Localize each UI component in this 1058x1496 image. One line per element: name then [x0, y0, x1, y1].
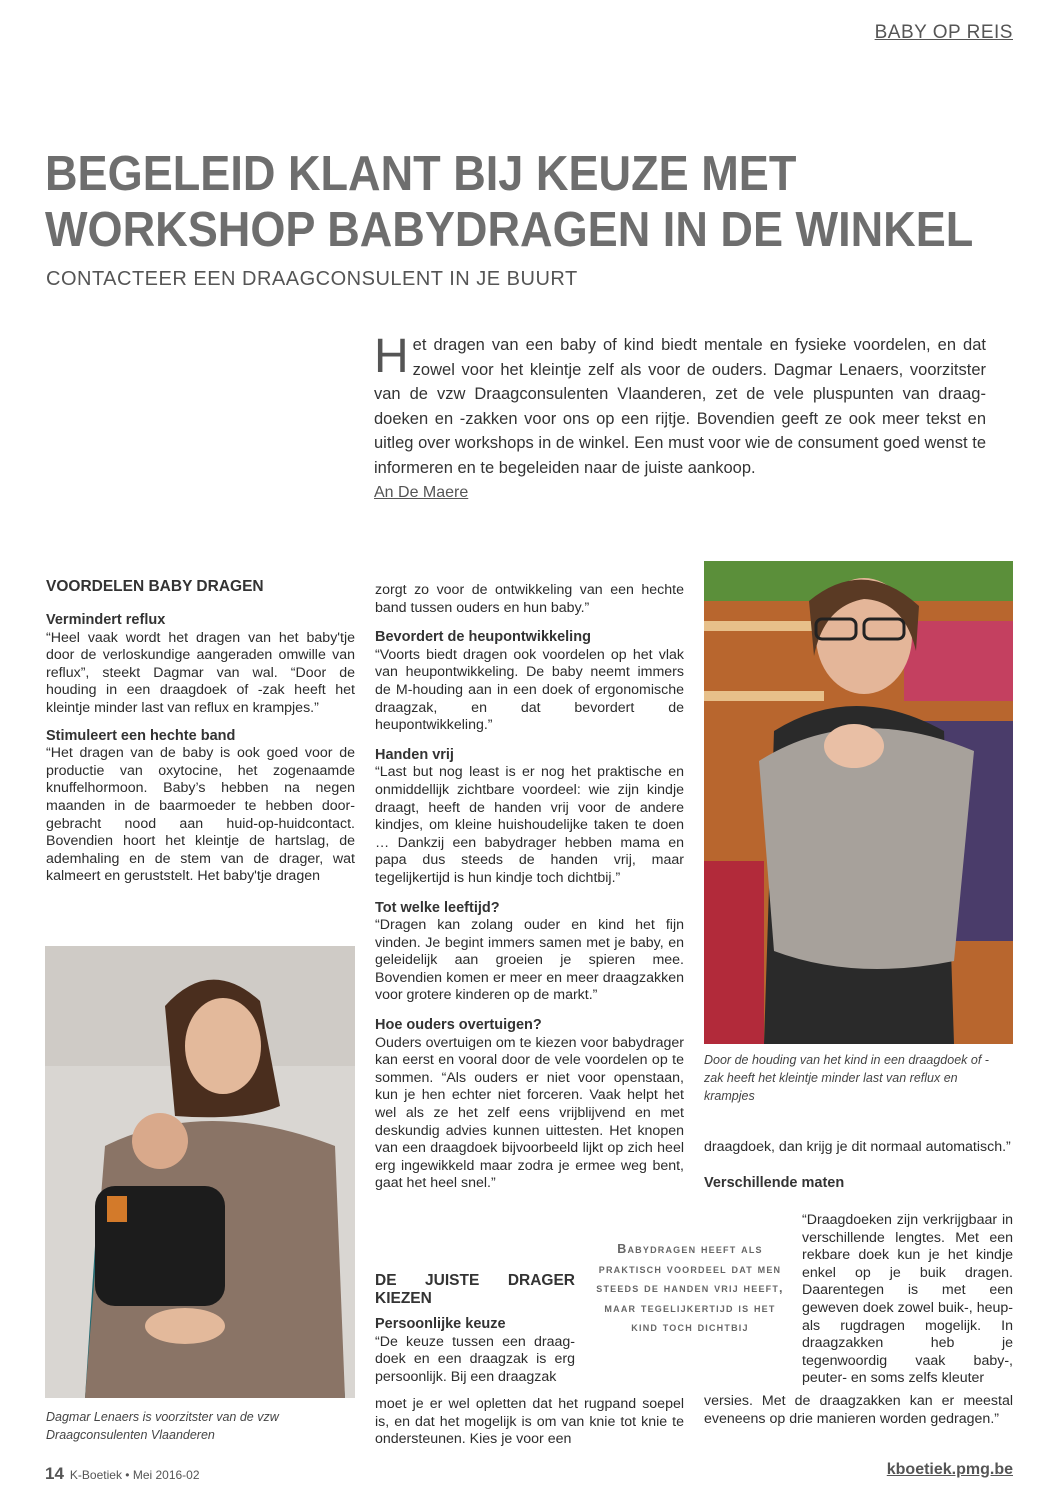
headline [45, 146, 974, 258]
body-text: “Last but nog least is er nog het praktische en onmiddellijk zichtbare voordeel: wie zijn kindje draagt, heeft de handen vrij voor de andere kindjes, om kleine huishoudelijke taken te doen … Dankzij een babydrager hebben mama en papa dus steeds de handen vrij, maar tegelijkertijd is hun kindje toch dichtbij.” [375, 764, 684, 886]
subsection-title: Bevordert de heupontwikkeling [375, 629, 591, 646]
subsection-title: Persoonlijke keuze [375, 1316, 506, 1332]
body-text: “Heel vaak wordt het dragen van het baby'tje door de verloskundige aangeraden omwille van reflux”, steekt Dagmar van wal. “Door de houding in een draagdoek of -zak heeft het kleintje minder last van reflux en krampjes.” [46, 629, 355, 716]
section-tag[interactable]: BABY OP REIS [874, 22, 1013, 43]
footer-left [45, 1464, 200, 1484]
column-3 [704, 1139, 1013, 1192]
subsection-title: Tot welke leeftijd? [375, 899, 500, 916]
column-3-wrapped [802, 1212, 1013, 1388]
subsection-title: Handen vrij [375, 746, 454, 763]
author-link[interactable]: An De Maere [374, 484, 469, 501]
headline-line-2: WORKSHOP BABYDRAGEN IN DE WINKEL [45, 203, 974, 257]
body-text: “Draagdoeken zijn verkrijgbaar in verschillende lengtes. Met een rekbare doek kun je het kindje enkel op je buik dragen. Daarentegen is met een geweven doek zowel buik-, heup- als rugdragen mogelijk. In draagzakken heb je tegenwoordig vaak baby-, peuter- en soms zelfs kleuter [802, 1212, 1013, 1387]
body-text: draagdoek, dan krijg je dit normaal automatisch.” [704, 1139, 1011, 1155]
caption-left-photo: Dagmar Lenaers is voorzitster van de vzw Draagconsulenten Vlaanderen [46, 1410, 279, 1442]
body-text: versies. Met de draagzakken kan er meestal eveneens op drie manieren worden gedragen.” [704, 1393, 1013, 1427]
intro-paragraph [374, 330, 986, 480]
body-text: zorgt zo voor de ontwikkeling van een hechte band tussen ouders en hun baby.” [375, 582, 684, 616]
body-text: “Het dragen van de baby is ook goed voor de productie van oxytocine, het zogenaamde knuffelhormoon. Baby’s hebben na negen maanden in de baarmoeder te hebben doorgebracht nood aan huid-op-huidcontact. Bovendien hoort het kleintje de hartslag, de ademhaling en de stem van de drager, wat kalmeert en geruststelt. Het baby'tje dragen [46, 745, 355, 885]
section-heading: VOORDELEN BABY DRAGEN [46, 578, 264, 595]
body-text: “De keuze tussen een draagdoek en een draagzak is erg persoonlijk. Bij een draagzak [375, 1333, 575, 1385]
section-heading: DE JUISTE DRAGER KIEZEN [375, 1272, 575, 1307]
footer-url-link[interactable]: kboetiek.pmg.be [886, 1461, 1013, 1478]
headline-line-1: BEGELEID KLANT BIJ KEUZE MET [45, 147, 797, 201]
dropcap: H [374, 330, 409, 383]
issue-info: K-Boetiek • Mei 2016-02 [69, 1468, 200, 1482]
column-3-bottom [704, 1393, 1013, 1428]
subsection-title: Stimuleert een hechte band [46, 727, 236, 744]
body-text: moet je er wel opletten dat het rugpand soepel is, en dat het mogelijk is om van knie tot knie te ondersteunen. Kies je voor een [375, 1396, 684, 1448]
subsection-title: Vermindert reflux [46, 612, 166, 628]
column-2-bottom [375, 1396, 684, 1449]
body-text: “Dragen kan zolang ouder en kind het fijn vinden. Je begint immers samen met je baby, en geleidelijk aan groeien je spieren mee. Bovendien komen er meer en meer draagzakken voor grotere kinderen op de markt.” [375, 917, 684, 1004]
intro-text: et dragen van een baby of kind biedt mentale en fysieke voordelen, en dat zowel voor het kleintje zelf als voor de ouders. Dagmar Lenaers, voorzitster van de vzw Draagconsulenten Vlaanderen, zet de vele pluspunten van draagdoeken en -zakken voor ons op een rijtje. Bovendien geeft ze ook meer tekst en uitleg over workshops in de winkel. Een must voor wie de consument goed wenst te informeren en te begeleiden naar de juiste aankoop. [374, 336, 986, 477]
column-2-lower [375, 1272, 575, 1386]
subsection-title: Hoe ouders overtuigen? [375, 1017, 542, 1034]
caption-right-photo: Door de houding van het kind in een draagdoek of -zak heeft het kleintje minder last van reflux en krampjes [704, 1053, 989, 1103]
photo-woman-babywrap [45, 946, 355, 1398]
subsection-title: Verschillende maten [704, 1174, 845, 1191]
page-number: 14 [45, 1464, 64, 1483]
body-text: Ouders overtuigen om te kiezen voor babydrager kan eerst en vooral door de vele voordelen op te sommen. “Als ouders er niet voor openstaan, kun je hen echter niet forceren. Vaak helpt het wel als ze het zelf eens vrijblijvend en met deskundig advies kunnen uittesten. Het knopen van een draagdoek bijvoorbeeld lijkt op zich heel erg ingewikkeld maar zodra je ermee weg bent, gaat het heel snel.” [375, 1034, 684, 1192]
body-text: “Voorts biedt dragen ook voordelen op het vlak van heupontwikkeling. De baby neemt immers de M-houding aan in een doek of ergonomische draagzak, en dat bevordert de heupontwikkeling.” [375, 646, 684, 734]
subheadline: CONTACTEER EEN DRAAGCONSULENT IN JE BUURT [46, 268, 578, 290]
column-1 [46, 578, 355, 886]
photo-illustration [704, 561, 1013, 1044]
photo-woman-shop [704, 561, 1013, 1044]
column-2 [375, 582, 684, 1193]
photo-illustration [45, 946, 355, 1398]
pull-quote: Babydragen heeft als praktisch voordeel dat men steeds de handen vrij heeft, maar tegelijkertijd is het kind toch dichtbij [596, 1242, 784, 1334]
